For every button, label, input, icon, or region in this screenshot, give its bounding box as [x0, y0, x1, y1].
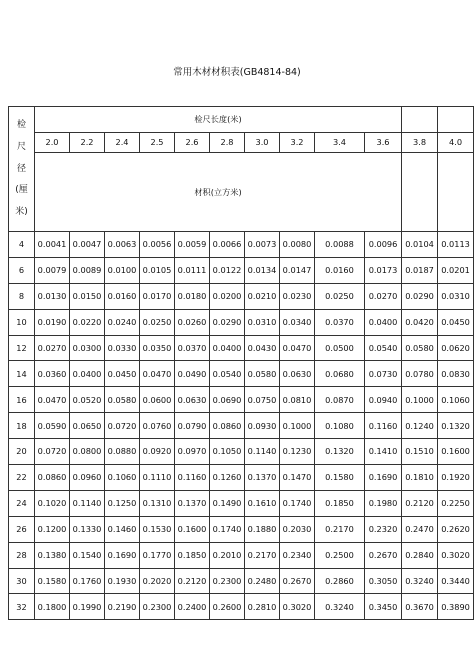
- volume-cell: 0.1110: [140, 465, 175, 491]
- volume-cell: 0.0880: [105, 439, 140, 465]
- diameter-cell: 16: [9, 387, 35, 413]
- volume-cell: 0.1850: [175, 542, 210, 568]
- volume-cell: 0.0720: [35, 439, 70, 465]
- volume-cell: 0.0170: [140, 283, 175, 309]
- volume-cell: 0.1310: [140, 490, 175, 516]
- table-row: [9, 516, 474, 542]
- length-value: 2.0: [35, 133, 70, 153]
- volume-cell: 0.3440: [438, 568, 474, 594]
- volume-cell: 0.2670: [280, 568, 315, 594]
- table-row: [9, 387, 474, 413]
- blank-header-cell: [438, 107, 474, 133]
- diameter-cell: 18: [9, 413, 35, 439]
- length-value: 4.0: [438, 133, 474, 153]
- volume-cell: 0.1410: [365, 439, 402, 465]
- volume-cell: 0.0130: [35, 283, 70, 309]
- volume-header: 材积(立方米): [35, 153, 402, 232]
- volume-cell: 0.1320: [315, 439, 365, 465]
- volume-cell: 0.0630: [280, 361, 315, 387]
- volume-cell: 0.3450: [365, 594, 402, 620]
- volume-cell: 0.3670: [402, 594, 438, 620]
- volume-cell: 0.0580: [245, 361, 280, 387]
- volume-cell: 0.0540: [210, 361, 245, 387]
- volume-cell: 0.1470: [280, 465, 315, 491]
- volume-cell: 0.1580: [315, 465, 365, 491]
- volume-cell: 0.0200: [210, 283, 245, 309]
- volume-cell: 0.0870: [315, 387, 365, 413]
- volume-cell: 0.0860: [210, 413, 245, 439]
- volume-cell: 0.1490: [210, 490, 245, 516]
- volume-cell: 0.0080: [280, 232, 315, 258]
- volume-cell: 0.0860: [35, 465, 70, 491]
- volume-cell: 0.1530: [140, 516, 175, 542]
- volume-cell: 0.0310: [245, 309, 280, 335]
- volume-cell: 0.2480: [245, 568, 280, 594]
- volume-cell: 0.0930: [245, 413, 280, 439]
- diameter-cell: 26: [9, 516, 35, 542]
- volume-cell: 0.0370: [175, 335, 210, 361]
- page-title: 常用木材材积表(GB4814-84): [173, 67, 301, 78]
- volume-cell: 0.0134: [245, 257, 280, 283]
- volume-cell: 0.1160: [175, 465, 210, 491]
- volume-cell: 0.1160: [365, 413, 402, 439]
- length-header: 检尺长度(米): [35, 107, 402, 133]
- volume-cell: 0.3050: [365, 568, 402, 594]
- volume-cell: 0.1330: [70, 516, 105, 542]
- volume-cell: 0.1000: [280, 413, 315, 439]
- volume-cell: 0.0830: [438, 361, 474, 387]
- volume-cell: 0.2250: [438, 490, 474, 516]
- volume-cell: 0.0300: [70, 335, 105, 361]
- volume-cell: 0.0105: [140, 257, 175, 283]
- volume-cell: 0.0580: [105, 387, 140, 413]
- volume-cell: 0.2860: [315, 568, 365, 594]
- volume-cell: 0.0113: [438, 232, 474, 258]
- volume-cell: 0.0104: [402, 232, 438, 258]
- volume-cell: 0.0920: [140, 439, 175, 465]
- volume-cell: 0.0580: [402, 335, 438, 361]
- volume-cell: 0.1800: [35, 594, 70, 620]
- volume-cell: 0.0047: [70, 232, 105, 258]
- volume-cell: 0.0470: [280, 335, 315, 361]
- volume-cell: 0.0066: [210, 232, 245, 258]
- volume-cell: 0.0800: [70, 439, 105, 465]
- volume-cell: 0.0450: [438, 309, 474, 335]
- volume-cell: 0.2670: [365, 542, 402, 568]
- diameter-cell: 20: [9, 439, 35, 465]
- volume-cell: 0.1370: [175, 490, 210, 516]
- volume-cell: 0.2400: [175, 594, 210, 620]
- diameter-cell: 22: [9, 465, 35, 491]
- volume-cell: 0.1690: [105, 542, 140, 568]
- volume-cell: 0.0088: [315, 232, 365, 258]
- table-row: [9, 542, 474, 568]
- volume-cell: 0.0056: [140, 232, 175, 258]
- volume-cell: 0.1770: [140, 542, 175, 568]
- volume-cell: 0.0041: [35, 232, 70, 258]
- volume-cell: 0.2300: [140, 594, 175, 620]
- volume-cell: 0.0180: [175, 283, 210, 309]
- volume-cell: 0.1990: [70, 594, 105, 620]
- volume-cell: 0.1200: [35, 516, 70, 542]
- volume-cell: 0.0500: [315, 335, 365, 361]
- volume-cell: 0.0063: [105, 232, 140, 258]
- diameter-cell: 30: [9, 568, 35, 594]
- volume-cell: 0.0750: [245, 387, 280, 413]
- length-value: 2.5: [140, 133, 175, 153]
- volume-cell: 0.3020: [280, 594, 315, 620]
- volume-cell: 0.2190: [105, 594, 140, 620]
- length-value: 2.6: [175, 133, 210, 153]
- volume-cell: 0.2840: [402, 542, 438, 568]
- volume-cell: 0.1000: [402, 387, 438, 413]
- volume-cell: 0.0400: [70, 361, 105, 387]
- diameter-header-char: (厘: [15, 185, 28, 196]
- diameter-cell: 6: [9, 257, 35, 283]
- volume-cell: 0.1510: [402, 439, 438, 465]
- volume-cell: 0.3890: [438, 594, 474, 620]
- volume-cell: 0.1740: [280, 490, 315, 516]
- volume-cell: 0.1540: [70, 542, 105, 568]
- diameter-header-char: 检: [16, 120, 26, 130]
- volume-cell: 0.2120: [402, 490, 438, 516]
- length-value: 2.4: [105, 133, 140, 153]
- table-row: [9, 465, 474, 491]
- volume-cell: 0.0780: [402, 361, 438, 387]
- volume-cell: 0.0970: [175, 439, 210, 465]
- volume-cell: 0.1020: [35, 490, 70, 516]
- volume-cell: 0.0470: [35, 387, 70, 413]
- volume-cell: 0.0490: [175, 361, 210, 387]
- diameter-header-char: 米): [15, 207, 28, 217]
- volume-cell: 0.0290: [210, 309, 245, 335]
- volume-cell: 0.0520: [70, 387, 105, 413]
- volume-cell: 0.0600: [140, 387, 175, 413]
- volume-cell: 0.0370: [315, 309, 365, 335]
- volume-cell: 0.0650: [70, 413, 105, 439]
- table-row: [9, 361, 474, 387]
- diameter-cell: 32: [9, 594, 35, 620]
- timber-volume-table: [8, 106, 474, 620]
- volume-cell: 0.0111: [175, 257, 210, 283]
- length-value: 3.2: [280, 133, 315, 153]
- volume-cell: 0.1850: [315, 490, 365, 516]
- volume-cell: 0.2600: [210, 594, 245, 620]
- table-row: [9, 283, 474, 309]
- diameter-cell: 14: [9, 361, 35, 387]
- volume-cell: 0.1610: [245, 490, 280, 516]
- volume-cell: 0.1740: [210, 516, 245, 542]
- volume-cell: 0.0220: [70, 309, 105, 335]
- volume-cell: 0.1810: [402, 465, 438, 491]
- volume-cell: 0.0210: [245, 283, 280, 309]
- volume-cell: 0.2170: [315, 516, 365, 542]
- volume-cell: 0.1050: [210, 439, 245, 465]
- volume-cell: 0.1980: [365, 490, 402, 516]
- volume-cell: 0.1140: [70, 490, 105, 516]
- volume-cell: 0.1760: [70, 568, 105, 594]
- blank-header-cell: [402, 153, 438, 232]
- volume-cell: 0.0260: [175, 309, 210, 335]
- volume-cell: 0.3240: [402, 568, 438, 594]
- diameter-cell: 8: [9, 283, 35, 309]
- volume-cell: 0.2620: [438, 516, 474, 542]
- volume-cell: 0.0173: [365, 257, 402, 283]
- volume-cell: 0.2010: [210, 542, 245, 568]
- volume-cell: 0.0730: [365, 361, 402, 387]
- volume-cell: 0.0073: [245, 232, 280, 258]
- table-row: [9, 335, 474, 361]
- volume-cell: 0.1060: [438, 387, 474, 413]
- volume-cell: 0.1600: [438, 439, 474, 465]
- volume-cell: 0.0360: [35, 361, 70, 387]
- length-value: 2.8: [210, 133, 245, 153]
- volume-cell: 0.1320: [438, 413, 474, 439]
- volume-cell: 0.3020: [438, 542, 474, 568]
- volume-cell: 0.0270: [365, 283, 402, 309]
- length-value: 3.4: [315, 133, 365, 153]
- volume-cell: 0.0079: [35, 257, 70, 283]
- volume-cell: 0.2500: [315, 542, 365, 568]
- length-value: 3.0: [245, 133, 280, 153]
- diameter-cell: 4: [9, 232, 35, 258]
- volume-cell: 0.1370: [245, 465, 280, 491]
- header-row-lengths: [9, 133, 474, 153]
- volume-cell: 0.2340: [280, 542, 315, 568]
- volume-cell: 0.0940: [365, 387, 402, 413]
- volume-cell: 0.1230: [280, 439, 315, 465]
- volume-cell: 0.1920: [438, 465, 474, 491]
- volume-cell: 0.0720: [105, 413, 140, 439]
- volume-cell: 0.1250: [105, 490, 140, 516]
- volume-cell: 0.1380: [35, 542, 70, 568]
- volume-cell: 0.1140: [245, 439, 280, 465]
- volume-cell: 0.0100: [105, 257, 140, 283]
- volume-cell: 0.0450: [105, 361, 140, 387]
- table-row: [9, 490, 474, 516]
- volume-cell: 0.0680: [315, 361, 365, 387]
- table-row: [9, 257, 474, 283]
- volume-cell: 0.3240: [315, 594, 365, 620]
- volume-cell: 0.0630: [175, 387, 210, 413]
- volume-cell: 0.0089: [70, 257, 105, 283]
- volume-cell: 0.2470: [402, 516, 438, 542]
- volume-cell: 0.0160: [315, 257, 365, 283]
- volume-cell: 0.0187: [402, 257, 438, 283]
- volume-cell: 0.0420: [402, 309, 438, 335]
- table-row: [9, 439, 474, 465]
- table-row: [9, 309, 474, 335]
- volume-cell: 0.0270: [35, 335, 70, 361]
- volume-cell: 0.0250: [140, 309, 175, 335]
- volume-cell: 0.0201: [438, 257, 474, 283]
- length-value: 2.2: [70, 133, 105, 153]
- volume-cell: 0.0330: [105, 335, 140, 361]
- volume-cell: 0.0620: [438, 335, 474, 361]
- volume-cell: 0.2300: [210, 568, 245, 594]
- table-row: [9, 594, 474, 620]
- blank-header-cell: [438, 153, 474, 232]
- volume-cell: 0.0059: [175, 232, 210, 258]
- volume-cell: 0.0760: [140, 413, 175, 439]
- volume-cell: 0.0960: [70, 465, 105, 491]
- header-row-length: [9, 107, 474, 133]
- volume-cell: 0.0590: [35, 413, 70, 439]
- volume-cell: 0.1080: [315, 413, 365, 439]
- volume-cell: 0.1690: [365, 465, 402, 491]
- volume-cell: 0.1880: [245, 516, 280, 542]
- volume-cell: 0.0310: [438, 283, 474, 309]
- volume-cell: 0.2320: [365, 516, 402, 542]
- volume-cell: 0.0690: [210, 387, 245, 413]
- volume-cell: 0.0400: [210, 335, 245, 361]
- volume-cell: 0.0350: [140, 335, 175, 361]
- volume-cell: 0.1460: [105, 516, 140, 542]
- volume-cell: 0.0147: [280, 257, 315, 283]
- diameter-header-char: 尺: [16, 141, 26, 152]
- volume-cell: 0.0430: [245, 335, 280, 361]
- volume-cell: 0.1600: [175, 516, 210, 542]
- header-row-volume: [9, 153, 474, 232]
- volume-cell: 0.1240: [402, 413, 438, 439]
- volume-cell: 0.0190: [35, 309, 70, 335]
- volume-cell: 0.0470: [140, 361, 175, 387]
- volume-cell: 0.0122: [210, 257, 245, 283]
- volume-cell: 0.0290: [402, 283, 438, 309]
- volume-cell: 0.0240: [105, 309, 140, 335]
- volume-cell: 0.0790: [175, 413, 210, 439]
- blank-header-cell: [402, 107, 438, 133]
- volume-cell: 0.0160: [105, 283, 140, 309]
- volume-cell: 0.2030: [280, 516, 315, 542]
- volume-cell: 0.0150: [70, 283, 105, 309]
- table-row: [9, 413, 474, 439]
- diameter-cell: 24: [9, 490, 35, 516]
- volume-cell: 0.1580: [35, 568, 70, 594]
- diameter-header-char: 径: [16, 163, 26, 174]
- volume-cell: 0.1060: [105, 465, 140, 491]
- length-value: 3.8: [402, 133, 438, 153]
- volume-cell: 0.0230: [280, 283, 315, 309]
- diameter-cell: 28: [9, 542, 35, 568]
- volume-cell: 0.0340: [280, 309, 315, 335]
- volume-cell: 0.2120: [175, 568, 210, 594]
- diameter-cell: 10: [9, 309, 35, 335]
- table-row: [9, 568, 474, 594]
- volume-cell: 0.0250: [315, 283, 365, 309]
- volume-cell: 0.1930: [105, 568, 140, 594]
- volume-cell: 0.0810: [280, 387, 315, 413]
- volume-cell: 0.2810: [245, 594, 280, 620]
- diameter-cell: 12: [9, 335, 35, 361]
- volume-cell: 0.0540: [365, 335, 402, 361]
- volume-cell: 0.2170: [245, 542, 280, 568]
- volume-cell: 0.1260: [210, 465, 245, 491]
- volume-cell: 0.0096: [365, 232, 402, 258]
- length-value: 3.6: [365, 133, 402, 153]
- volume-cell: 0.2020: [140, 568, 175, 594]
- table-row: [9, 232, 474, 258]
- diameter-header: [9, 107, 35, 232]
- volume-cell: 0.0400: [365, 309, 402, 335]
